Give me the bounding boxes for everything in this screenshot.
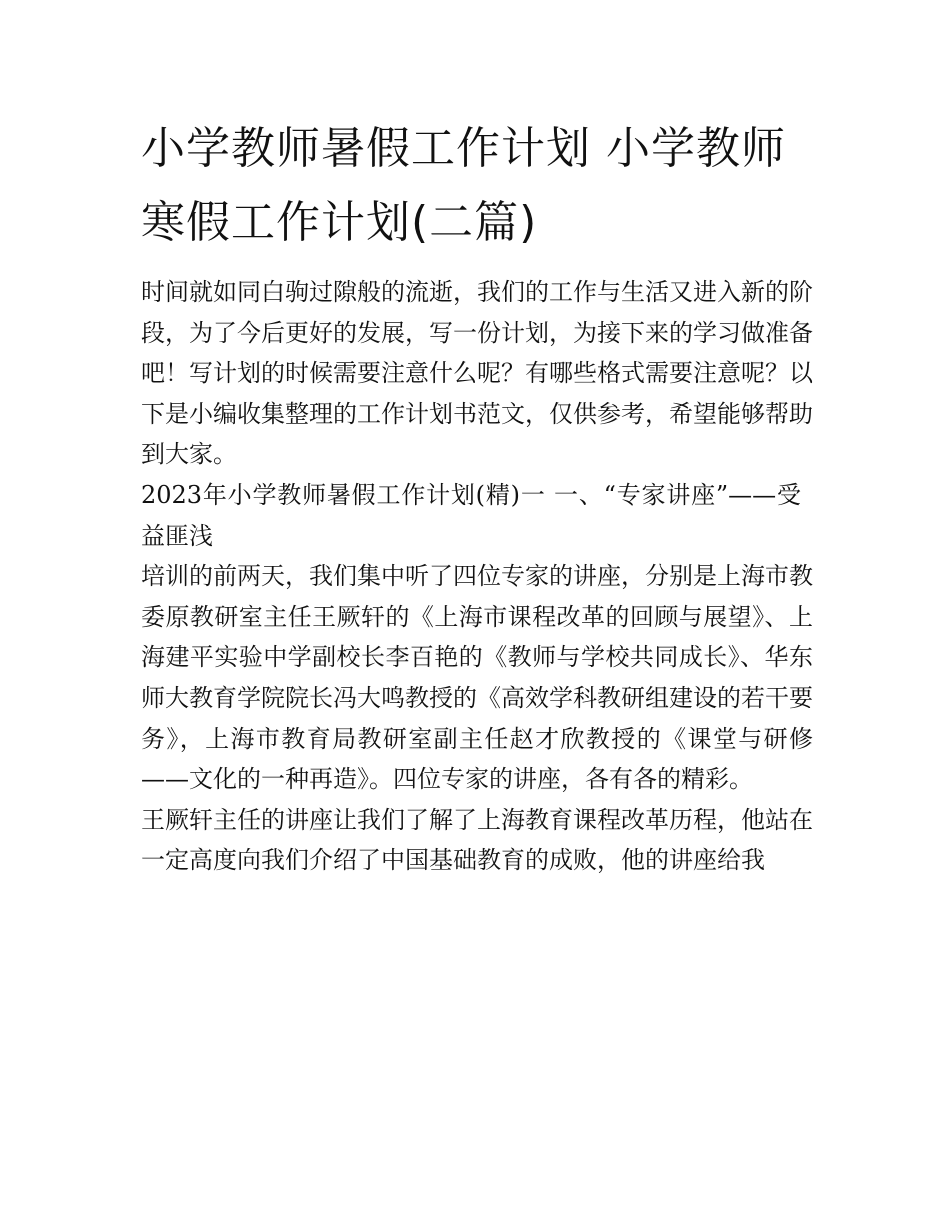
paragraph-expert-lectures: 培训的前两天，我们集中听了四位专家的讲座，分别是上海市教委原教研室主任王厥轩的《上海市课程改革的回顾与展望》、上海建平实验中学副校长李百艳的《教师与学校共同成长》、华东师大教育学院院长冯大鸣教授的《高效学科教研组建设的若干要务》，上海市教育局教研室副主任赵才欣教授的《课堂与研修——文化的一种再造》。四位专家的讲座，各有各的精彩。 — [141, 562, 813, 794]
paragraph-wang-lecture: 王厥轩主任的讲座让我们了解了上海教育课程改革历程，他站在一定高度向我们介绍了中国基础教育的成败，他的讲座给我 — [141, 805, 813, 875]
paragraph-section-heading: 2023年小学教师暑假工作计划(精)一 一、“专家讲座”——受益匪浅 — [141, 480, 801, 550]
paragraph-intro: 时间就如同白驹过隙般的流逝，我们的工作与生活又进入新的阶段，为了今后更好的发展，写一份计划，为接下来的学习做准备吧！写计划的时候需要注意什么呢？有哪些格式需要注意呢？以下是小编收集整理的工作计划书范文，仅供参考，希望能够帮助到大家。 — [141, 278, 813, 469]
document-title: 小学教师暑假工作计划 小学教师寒假工作计划(二篇) — [141, 123, 786, 248]
document-body — [141, 112, 813, 881]
